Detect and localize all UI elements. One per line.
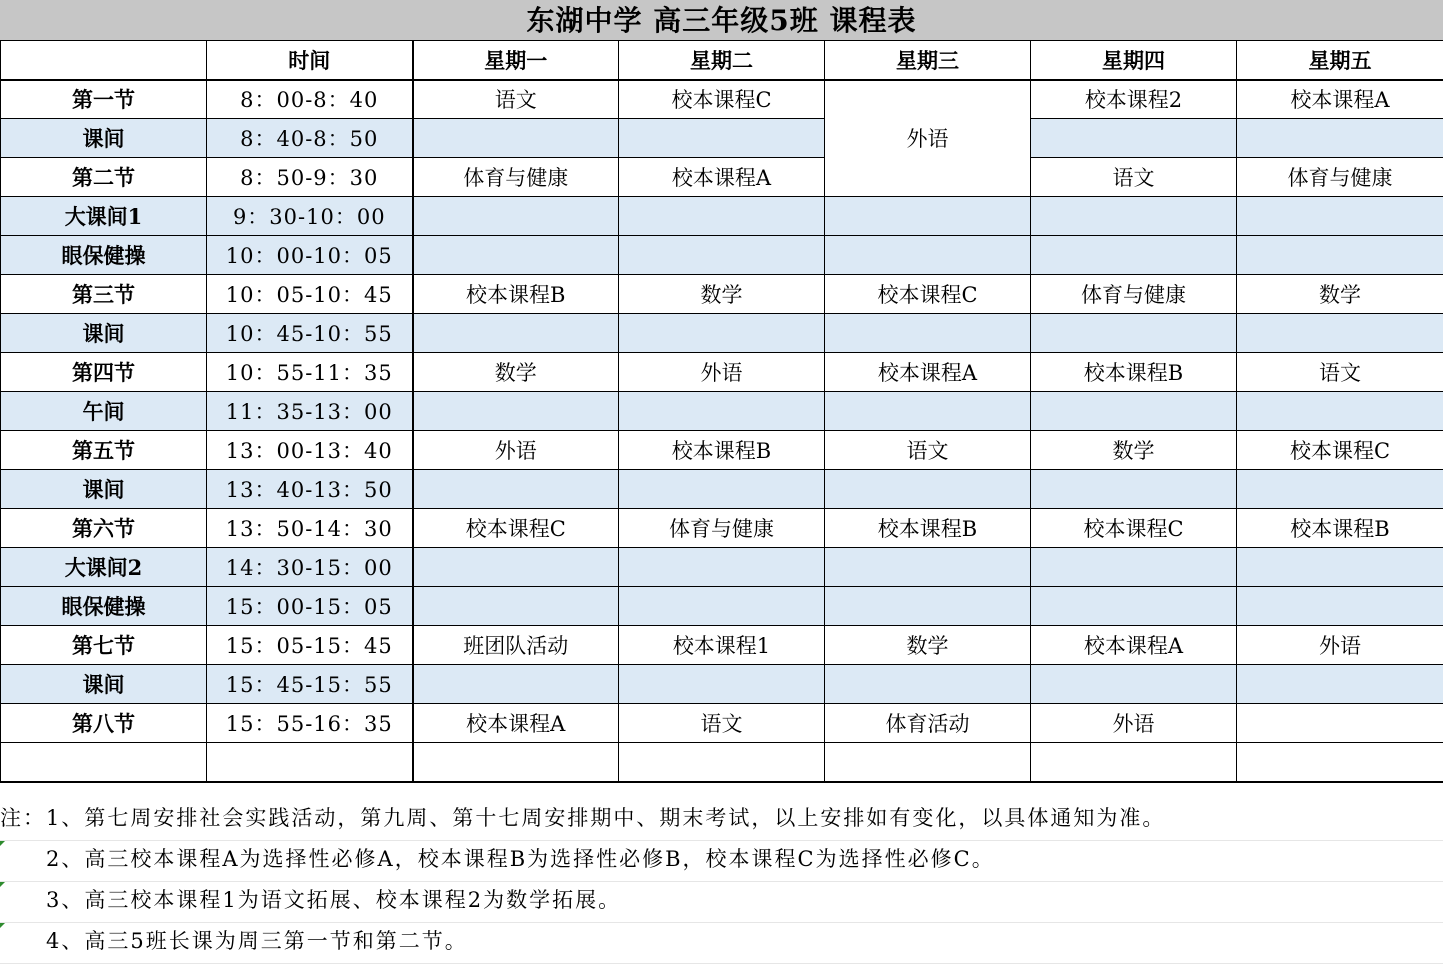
cell-wednesday: 校本课程A [825, 353, 1031, 392]
period-label: 第一节 [1, 80, 207, 119]
cell-wednesday [825, 197, 1031, 236]
header-friday: 星期五 [1237, 41, 1443, 80]
period-label: 第七节 [1, 626, 207, 665]
period-label [1, 743, 207, 782]
period-label: 第五节 [1, 431, 207, 470]
cell-wednesday [825, 392, 1031, 431]
period-label: 课间 [1, 314, 207, 353]
time-cell: 11：35-13：00 [207, 392, 413, 431]
table-row [1, 80, 1443, 119]
table-row [1, 665, 1443, 704]
cell-friday [1237, 587, 1443, 626]
time-cell [207, 743, 413, 782]
cell-monday [413, 587, 619, 626]
cell-tuesday [619, 665, 825, 704]
cell-tuesday: 外语 [619, 353, 825, 392]
cell-monday [413, 119, 619, 158]
period-label: 课间 [1, 665, 207, 704]
note-1 [0, 800, 1443, 841]
period-label: 眼保健操 [1, 236, 207, 275]
table-row [1, 509, 1443, 548]
notes-section [0, 800, 1443, 964]
cell-monday: 数学 [413, 353, 619, 392]
cell-monday: 外语 [413, 431, 619, 470]
page-title: 东湖中学 高三年级5班 课程表 [0, 0, 1443, 41]
cell-thursday: 校本课程B [1031, 353, 1237, 392]
cell-thursday [1031, 665, 1237, 704]
cell-tuesday: 校本课程C [619, 80, 825, 119]
period-label: 第三节 [1, 275, 207, 314]
period-label: 午间 [1, 392, 207, 431]
cell-tuesday [619, 197, 825, 236]
cell-friday [1237, 704, 1443, 743]
cell-monday [413, 743, 619, 782]
cell-thursday: 外语 [1031, 704, 1237, 743]
cell-wednesday: 外语 [825, 80, 1031, 197]
cell-monday [413, 314, 619, 353]
cell-thursday: 数学 [1031, 431, 1237, 470]
table-row [1, 158, 1443, 197]
cell-wednesday [825, 314, 1031, 353]
cell-thursday [1031, 314, 1237, 353]
time-cell: 15：00-15：05 [207, 587, 413, 626]
cell-tuesday: 语文 [619, 704, 825, 743]
cell-tuesday [619, 470, 825, 509]
cell-friday [1237, 548, 1443, 587]
cell-friday [1237, 119, 1443, 158]
cell-tuesday: 校本课程1 [619, 626, 825, 665]
cell-friday [1237, 743, 1443, 782]
cell-thursday [1031, 392, 1237, 431]
cell-wednesday: 校本课程B [825, 509, 1031, 548]
cell-monday [413, 665, 619, 704]
table-row [1, 392, 1443, 431]
cell-friday: 校本课程C [1237, 431, 1443, 470]
table-row [1, 587, 1443, 626]
cell-thursday: 语文 [1031, 158, 1237, 197]
cell-tuesday [619, 587, 825, 626]
cell-monday: 语文 [413, 80, 619, 119]
cell-wednesday: 数学 [825, 626, 1031, 665]
note-4 [0, 923, 1443, 964]
table-row [1, 236, 1443, 275]
note-2 [0, 841, 1443, 882]
table-row [1, 431, 1443, 470]
time-cell: 8：50-9：30 [207, 158, 413, 197]
cell-wednesday: 体育活动 [825, 704, 1031, 743]
comment-marker-icon [0, 882, 5, 887]
cell-tuesday [619, 119, 825, 158]
cell-monday [413, 548, 619, 587]
period-label: 大课间1 [1, 197, 207, 236]
time-cell: 10：00-10：05 [207, 236, 413, 275]
time-cell: 15：05-15：45 [207, 626, 413, 665]
cell-friday [1237, 236, 1443, 275]
time-cell: 10：45-10：55 [207, 314, 413, 353]
header-row [1, 41, 1443, 80]
cell-wednesday [825, 236, 1031, 275]
comment-marker-icon [0, 923, 5, 928]
table-row [1, 119, 1443, 158]
cell-monday [413, 470, 619, 509]
note-2-text: 2、高三校本课程A为选择性必修A，校本课程B为选择性必修B，校本课程C为选择性必修C。 [0, 847, 995, 871]
header-wednesday: 星期三 [825, 41, 1031, 80]
header-corner [1, 41, 207, 80]
cell-friday [1237, 470, 1443, 509]
time-cell: 10：05-10：45 [207, 275, 413, 314]
time-cell: 8：00-8：40 [207, 80, 413, 119]
table-row [1, 704, 1443, 743]
cell-monday [413, 197, 619, 236]
header-time: 时间 [207, 41, 413, 80]
cell-tuesday [619, 743, 825, 782]
note-1-text: 注：1、第七周安排社会实践活动，第九周、第十七周安排期中、期末考试，以上安排如有变化，以具体通知为准。 [0, 806, 1165, 830]
time-cell: 14：30-15：00 [207, 548, 413, 587]
note-3-text: 3、高三校本课程1为语文拓展、校本课程2为数学拓展。 [0, 888, 621, 912]
table-row [1, 314, 1443, 353]
cell-tuesday [619, 314, 825, 353]
table-row [1, 626, 1443, 665]
table-row [1, 197, 1443, 236]
cell-friday [1237, 392, 1443, 431]
cell-friday [1237, 665, 1443, 704]
header-thursday: 星期四 [1031, 41, 1237, 80]
cell-friday: 语文 [1237, 353, 1443, 392]
time-cell: 13：00-13：40 [207, 431, 413, 470]
cell-friday: 外语 [1237, 626, 1443, 665]
cell-thursday: 校本课程A [1031, 626, 1237, 665]
cell-tuesday [619, 392, 825, 431]
schedule-table [0, 40, 1443, 783]
comment-marker-icon [0, 841, 5, 846]
cell-thursday [1031, 119, 1237, 158]
cell-thursday: 校本课程2 [1031, 80, 1237, 119]
cell-friday [1237, 197, 1443, 236]
table-row [1, 275, 1443, 314]
cell-wednesday [825, 587, 1031, 626]
time-cell: 8：40-8：50 [207, 119, 413, 158]
cell-wednesday [825, 548, 1031, 587]
header-tuesday: 星期二 [619, 41, 825, 80]
cell-wednesday [825, 665, 1031, 704]
time-cell: 9：30-10：00 [207, 197, 413, 236]
cell-thursday [1031, 743, 1237, 782]
period-label: 眼保健操 [1, 587, 207, 626]
cell-monday [413, 392, 619, 431]
cell-monday: 校本课程B [413, 275, 619, 314]
period-label: 课间 [1, 119, 207, 158]
cell-wednesday [825, 470, 1031, 509]
header-monday: 星期一 [413, 41, 619, 80]
cell-thursday [1031, 470, 1237, 509]
cell-monday: 班团队活动 [413, 626, 619, 665]
period-label: 第四节 [1, 353, 207, 392]
table-row [1, 548, 1443, 587]
cell-wednesday: 校本课程C [825, 275, 1031, 314]
time-cell: 13：50-14：30 [207, 509, 413, 548]
cell-monday [413, 236, 619, 275]
time-cell: 15：55-16：35 [207, 704, 413, 743]
cell-friday: 校本课程B [1237, 509, 1443, 548]
note-3 [0, 882, 1443, 923]
table-row [1, 353, 1443, 392]
cell-tuesday [619, 236, 825, 275]
period-label: 第六节 [1, 509, 207, 548]
period-label: 课间 [1, 470, 207, 509]
cell-thursday [1031, 197, 1237, 236]
time-cell: 13：40-13：50 [207, 470, 413, 509]
cell-tuesday: 校本课程B [619, 431, 825, 470]
cell-wednesday: 语文 [825, 431, 1031, 470]
time-cell: 10：55-11：35 [207, 353, 413, 392]
table-row [1, 743, 1443, 782]
cell-tuesday: 校本课程A [619, 158, 825, 197]
cell-friday: 体育与健康 [1237, 158, 1443, 197]
cell-friday [1237, 314, 1443, 353]
cell-thursday [1031, 587, 1237, 626]
cell-thursday: 体育与健康 [1031, 275, 1237, 314]
cell-thursday [1031, 548, 1237, 587]
cell-thursday: 校本课程C [1031, 509, 1237, 548]
cell-tuesday: 体育与健康 [619, 509, 825, 548]
table-row [1, 470, 1443, 509]
cell-wednesday [825, 743, 1031, 782]
period-label: 大课间2 [1, 548, 207, 587]
note-4-text: 4、高三5班长课为周三第一节和第二节。 [0, 929, 468, 953]
period-label: 第八节 [1, 704, 207, 743]
cell-friday: 数学 [1237, 275, 1443, 314]
cell-monday: 体育与健康 [413, 158, 619, 197]
time-cell: 15：45-15：55 [207, 665, 413, 704]
cell-thursday [1031, 236, 1237, 275]
cell-monday: 校本课程A [413, 704, 619, 743]
cell-tuesday: 数学 [619, 275, 825, 314]
period-label: 第二节 [1, 158, 207, 197]
cell-friday: 校本课程A [1237, 80, 1443, 119]
cell-tuesday [619, 548, 825, 587]
cell-monday: 校本课程C [413, 509, 619, 548]
